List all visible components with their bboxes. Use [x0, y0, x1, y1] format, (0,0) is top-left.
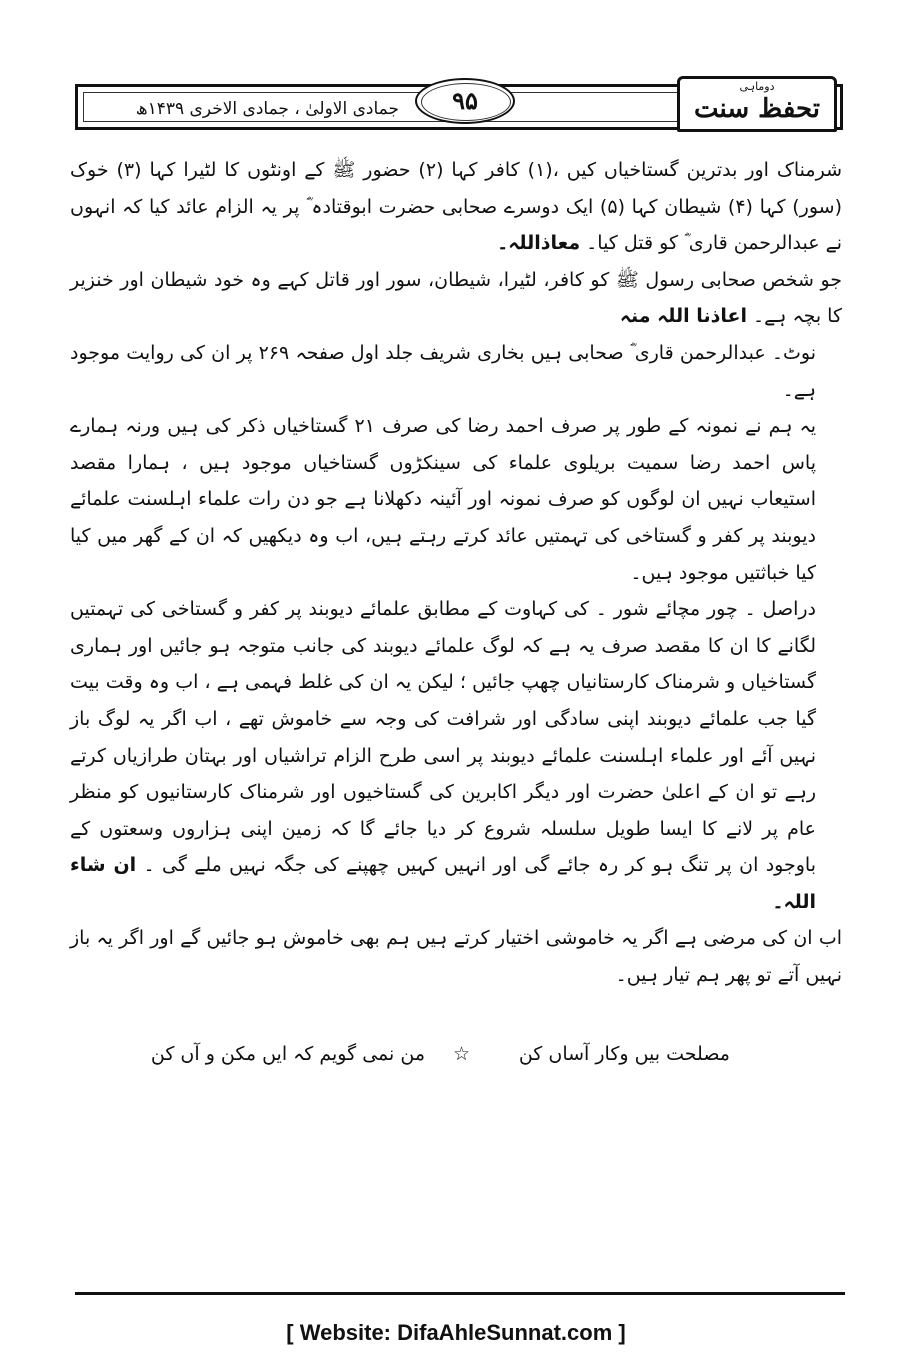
- paragraph-2: [70, 262, 842, 335]
- paragraph-1-text: شرمناک اور بدترین گستاخیاں کیں ،(۱) کافر کہا (۲) حضور ﷺ کے اونٹوں کا لٹیرا کہا (۳) خوک (سور) کہا (۴) شیطان کہا (۵) ایک دوسرے صحابی حضرت ابوقتادہ ؓ پر یہ الزام عائد کیا کہ انہوں نے عبدالرحمن قاری ؓ کو قتل کیا۔: [70, 159, 842, 255]
- aazana-phrase: اعاذنا اللہ منہ: [619, 305, 747, 328]
- verse-first-half: مصلحت بیں وکار آساں کن: [518, 1043, 730, 1065]
- paragraph-4: [70, 591, 842, 920]
- page-oval-inner-ring: [421, 83, 511, 121]
- website-footer: [ Website: DifaAhleSunnat.com ]: [286, 1320, 626, 1345]
- star-icon: ☆: [452, 1043, 470, 1065]
- paragraph-note: نوٹ۔ عبدالرحمن قاری ؓ صحابی ہیں بخاری شریف جلد اول صفحہ ۲۶۹ پر ان کی روایت موجود ہے۔: [70, 341, 817, 401]
- paragraph-3: یہ ہم نے نمونہ کے طور پر صرف احمد رضا کی صرف ۲۱ گستاخیاں ذکر کی ہیں ورنہ ہمارے پاس احمد رضا سمیت بریلوی علماء کی سینکڑوں گستاخیاں موجود ہیں ، ہمارا مقصد استیعاب نہیں ان لوگوں کو صرف نمونہ اور آئینہ دکھلانا ہے جو دن رات علماء اہلسنت علمائے دیوبند پر کفر و گستاخی کی تہمتیں عائد کرتے رہتے ہیں، اب وہ دیکھیں کہ ان کے گھر میں کیا کیا خباثتیں موجود ہیں۔: [70, 415, 816, 584]
- paragraph-4-text: دراصل ۔ چور مچائے شور ۔ کی کہاوت کے مطابق علمائے دیوبند پر کفر و گستاخی کی تہمتیں لگانے کا ان کا مقصد صرف یہ ہے کہ لوگ علمائے دیوبند کی جانب متوجہ ہو جائیں اور ہماری گستاخیاں و شرمناک کارستانیاں چھپ جائیں ؛ لیکن یہ ان کی غلط فہمی ہے ، اب وہ وقت بیت گیا جب علمائے دیوبند اپنی سادگی اور شرافت کی وجہ سے خاموش تھے ، اب اگر یہ لوگ باز نہیں آئے اور علماء اہلسنت علمائے دیوبند پر اسی طرح الزام تراشیاں اور بہتان طرازیاں کرتے رہے تو ان کے اعلیٰ حضرت اور دیگر اکابرین کی گستاخیوں اور شرمناک کارستانیوں کو منظر عام پر لانے کا ایسا طویل سلسلہ شروع کر دیا جائے گا کہ زمین اپنی ہزاروں وسعتوں کے باوجود ان پر تنگ ہو کر رہ جائے گی اور انہیں کہیں چھپنے کی جگہ نہیں ملے گی ۔: [70, 598, 816, 877]
- article-body: [70, 152, 842, 994]
- verse-second-half: من نمی گویم کہ ایں مکن و آں کن: [150, 1043, 425, 1065]
- paragraph-5: اب ان کی مرضی ہے اگر یہ خاموشی اختیار کرتے ہیں ہم بھی خاموش ہو جائیں گے اور اگر یہ باز نہیں آتے تو پھر ہم تیار ہیں۔: [70, 927, 842, 987]
- masthead-title: تحفظ سنت: [693, 94, 821, 124]
- paragraph-2-text: جو شخص صحابی رسول ﷺ کو کافر، لٹیرا، شیطان، سور اور قاتل کہے وہ خود شیطان اور خنزیر کا بچہ ہے۔: [70, 268, 842, 328]
- maazallah-phrase: معاذاللہ۔: [497, 232, 581, 255]
- page-number-oval: [415, 78, 515, 124]
- masthead-logo: [677, 76, 837, 132]
- page-number: ۹۵: [452, 86, 478, 115]
- masthead-subtitle: دوماہی: [739, 80, 775, 93]
- persian-verse: [150, 1037, 770, 1071]
- page-header: [75, 70, 843, 136]
- footer-divider: [75, 1292, 845, 1295]
- paragraph-1: [70, 152, 842, 262]
- inshallah-phrase: ان شاء اللہ۔: [70, 854, 816, 913]
- issue-date: جمادی الاولیٰ ، جمادی الاخری ۱۴۳۹ھ: [135, 99, 399, 119]
